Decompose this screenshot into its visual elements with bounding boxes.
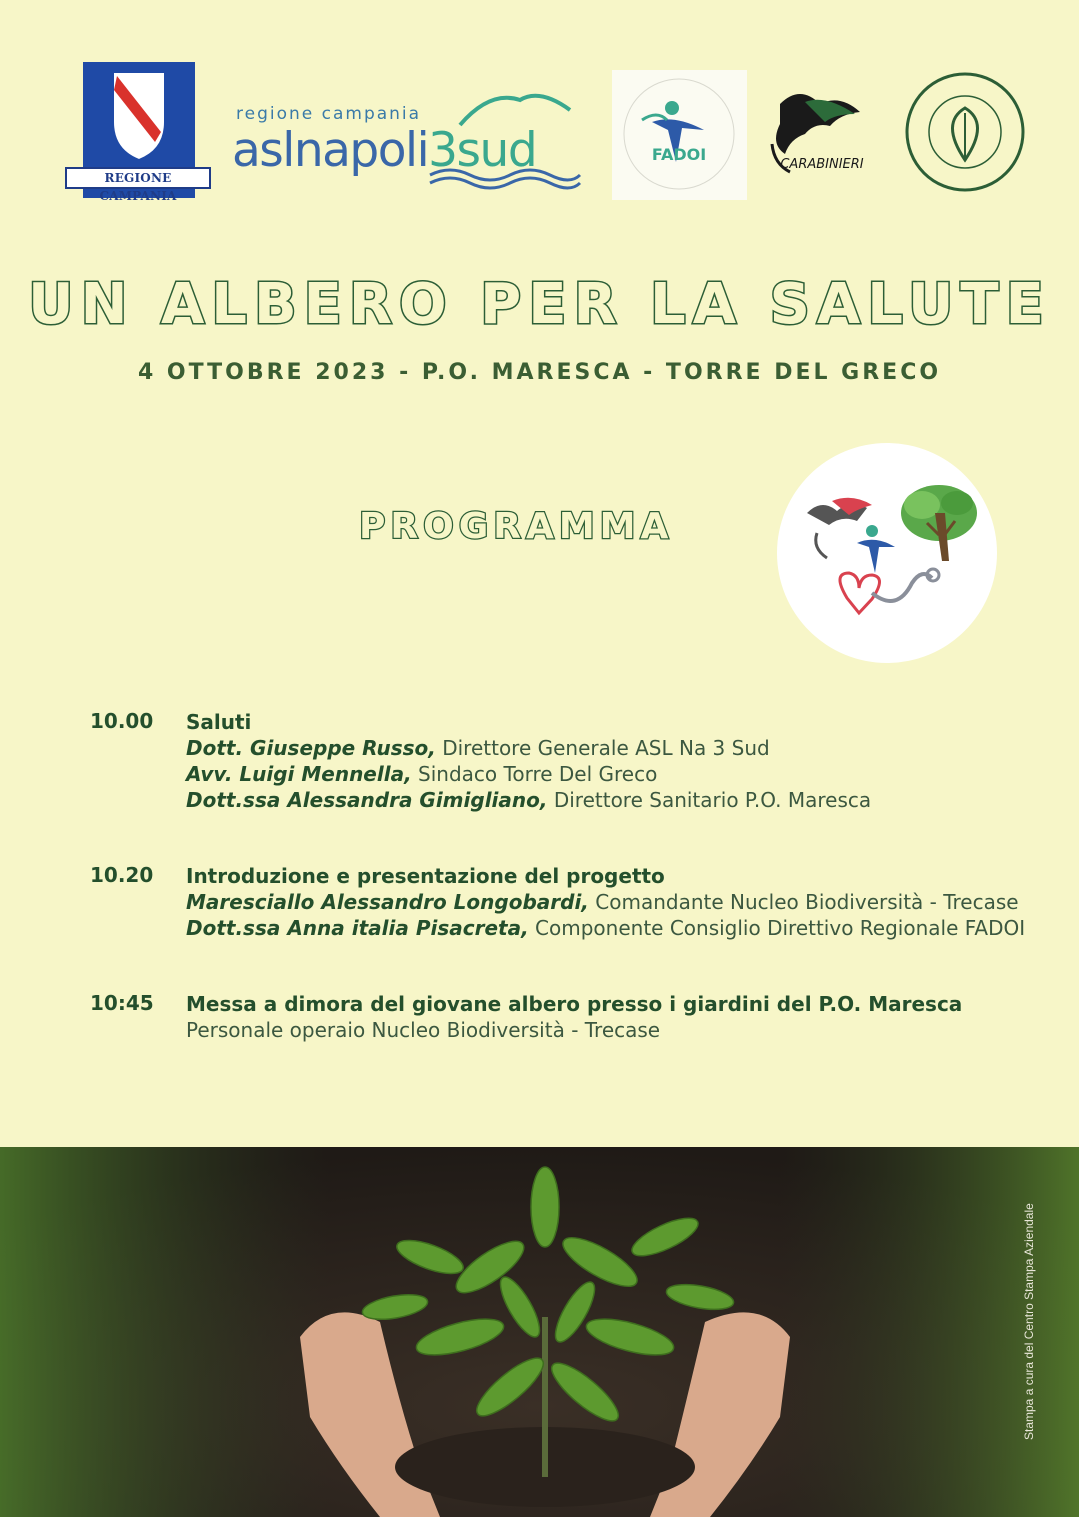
svg-text:FADOI: FADOI — [651, 145, 707, 164]
planting-photo — [0, 1147, 1079, 1517]
speaker-role: Sindaco Torre Del Greco — [411, 762, 658, 786]
regione-campania-label: REGIONE CAMPANIA — [65, 167, 211, 189]
speaker-role: Comandante Nucleo Biodiversità - Trecase — [588, 890, 1019, 914]
schedule-heading-1: Saluti — [186, 710, 252, 734]
regione-campania-logo — [83, 62, 195, 203]
schedule-item-2 — [186, 863, 1046, 941]
raggruppamento-biodiversita-logo — [895, 68, 1035, 198]
speaker-line — [186, 915, 1046, 941]
speaker-name: Dott. Giuseppe Russo, — [186, 736, 436, 760]
biodiversita-leaf-icon — [895, 68, 1035, 198]
event-emblem — [777, 443, 997, 663]
speaker-role: Direttore Generale ASL Na 3 Sud — [435, 736, 770, 760]
speaker-name: Maresciallo Alessandro Longobardi, — [186, 890, 589, 914]
schedule-item-3 — [186, 991, 1046, 1043]
schedule-item-1 — [186, 709, 1046, 813]
schedule-time-2: 10.20 — [90, 863, 154, 887]
speaker-line — [186, 1017, 1046, 1043]
speaker-line — [186, 787, 1046, 813]
speaker-role: Componente Consiglio Direttivo Regionale FADOI — [528, 916, 1026, 940]
speaker-line — [186, 761, 1046, 787]
programma-heading: PROGRAMMA — [359, 506, 674, 547]
asl-region-label: regione campania — [236, 104, 422, 124]
schedule-heading-3: Messa a dimora del giovane albero presso i giardini del P.O. Maresca — [186, 992, 963, 1016]
carabinieri-logo — [760, 84, 880, 184]
fadoi-emblem-icon — [612, 70, 747, 200]
speaker-name: Dott.ssa Anna italia Pisacreta, — [186, 916, 529, 940]
regione-campania-shield-icon — [83, 62, 195, 167]
seedling-in-hands-illustration — [0, 1147, 1079, 1517]
tree-heart-stethoscope-icon — [777, 443, 997, 663]
svg-text:CARABINIERI: CARABINIERI — [780, 157, 864, 172]
speaker-role: Direttore Sanitario P.O. Maresca — [547, 788, 872, 812]
event-subtitle: 4 OTTOBRE 2023 - P.O. MARESCA - TORRE DEL GRECO — [137, 360, 942, 385]
speaker-name: Dott.ssa Alessandra Gimigliano, — [186, 788, 548, 812]
schedule-heading-2: Introduzione e presentazione del progetto — [186, 864, 665, 888]
asl-logo-part1: aslnapoli — [232, 123, 429, 178]
schedule-time-3: 10:45 — [90, 991, 154, 1015]
speaker-line — [186, 735, 1046, 761]
schedule-time-1: 10.00 — [90, 709, 154, 733]
event-title: UN ALBERO PER LA SALUTE — [28, 272, 1051, 337]
speaker-role: Personale operaio Nucleo Biodiversità - Trecase — [186, 1018, 661, 1042]
asl-logo-part2: 3sud — [428, 123, 537, 178]
speaker-line — [186, 889, 1046, 915]
speaker-name: Avv. Luigi Mennella, — [186, 762, 412, 786]
asl-logo-text — [232, 123, 536, 179]
print-credit: Stampa a cura del Centro Stampa Aziendale — [1022, 1203, 1036, 1440]
fadoi-logo — [612, 70, 747, 200]
carabinieri-flame-icon — [760, 84, 880, 184]
